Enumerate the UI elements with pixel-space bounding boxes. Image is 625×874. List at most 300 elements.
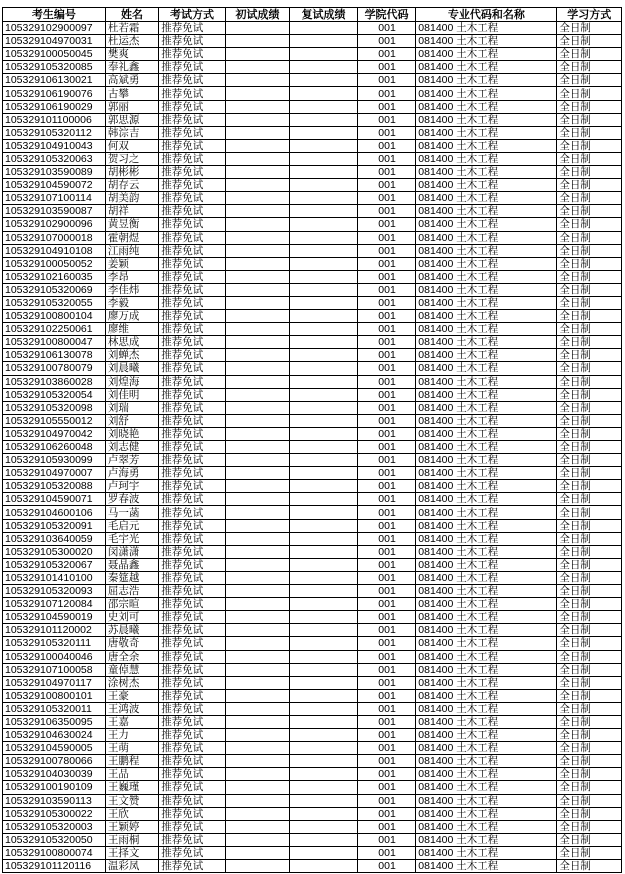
name-cell: 王嘉 (105, 715, 158, 728)
exam-method-cell: 推荐免试 (159, 192, 226, 205)
retest-score-cell (290, 270, 358, 283)
major-cell: 081400 土木工程 (416, 231, 557, 244)
name-cell: 霍朝煜 (105, 231, 158, 244)
table-row (3, 336, 622, 349)
retest-score-cell (290, 192, 358, 205)
exam-method-cell: 推荐免试 (159, 218, 226, 231)
name-cell: 屈志浩 (105, 585, 158, 598)
candidate-id-cell: 105329105320055 (3, 296, 106, 309)
exam-method-cell: 推荐免试 (159, 650, 226, 663)
retest-score-cell (290, 100, 358, 113)
table-row (3, 441, 622, 454)
initial-score-cell (225, 349, 290, 362)
table-row (3, 519, 622, 532)
table-row (3, 257, 622, 270)
name-cell: 刘晓艳 (105, 427, 158, 440)
table-row (3, 323, 622, 336)
college-code-cell: 001 (357, 22, 415, 35)
column-header-7: 学习方式 (557, 8, 622, 22)
table-row (3, 87, 622, 100)
candidate-id-cell: 105329106350095 (3, 715, 106, 728)
study-mode-cell: 全日制 (557, 755, 622, 768)
exam-method-cell: 推荐免试 (159, 22, 226, 35)
exam-method-cell: 推荐免试 (159, 742, 226, 755)
college-code-cell: 001 (357, 441, 415, 454)
table-row (3, 846, 622, 859)
retest-score-cell (290, 139, 358, 152)
name-cell: 江雨纯 (105, 244, 158, 257)
candidate-id-cell: 105329102900097 (3, 22, 106, 35)
exam-method-cell: 推荐免试 (159, 100, 226, 113)
major-cell: 081400 土木工程 (416, 192, 557, 205)
exam-method-cell: 推荐免试 (159, 467, 226, 480)
initial-score-cell (225, 427, 290, 440)
name-cell: 王鸿波 (105, 702, 158, 715)
major-cell: 081400 土木工程 (416, 781, 557, 794)
college-code-cell: 001 (357, 860, 415, 873)
initial-score-cell (225, 676, 290, 689)
college-code-cell: 001 (357, 296, 415, 309)
name-cell: 马一菡 (105, 506, 158, 519)
retest-score-cell (290, 22, 358, 35)
college-code-cell: 001 (357, 139, 415, 152)
initial-score-cell (225, 545, 290, 558)
initial-score-cell (225, 270, 290, 283)
table-row (3, 244, 622, 257)
study-mode-cell: 全日制 (557, 781, 622, 794)
college-code-cell: 001 (357, 598, 415, 611)
name-cell: 胡存云 (105, 179, 158, 192)
initial-score-cell (225, 493, 290, 506)
college-code-cell: 001 (357, 637, 415, 650)
name-cell: 黄昱衡 (105, 218, 158, 231)
retest-score-cell (290, 676, 358, 689)
candidate-id-cell: 105329107100114 (3, 192, 106, 205)
candidate-id-cell: 105329104970007 (3, 467, 106, 480)
major-cell: 081400 土木工程 (416, 558, 557, 571)
exam-method-cell: 推荐免试 (159, 480, 226, 493)
major-cell: 081400 土木工程 (416, 48, 557, 61)
initial-score-cell (225, 152, 290, 165)
college-code-cell: 001 (357, 100, 415, 113)
candidate-id-cell: 105329105320093 (3, 585, 106, 598)
initial-score-cell (225, 139, 290, 152)
study-mode-cell: 全日制 (557, 702, 622, 715)
study-mode-cell: 全日制 (557, 166, 622, 179)
name-cell: 秦筵越 (105, 571, 158, 584)
name-cell: 刘蝉杰 (105, 349, 158, 362)
retest-score-cell (290, 152, 358, 165)
exam-method-cell: 推荐免试 (159, 310, 226, 323)
candidate-id-cell: 105329105300022 (3, 807, 106, 820)
major-cell: 081400 土木工程 (416, 152, 557, 165)
candidate-id-cell: 105329106190076 (3, 87, 106, 100)
retest-score-cell (290, 742, 358, 755)
study-mode-cell: 全日制 (557, 349, 622, 362)
table-row (3, 61, 622, 74)
study-mode-cell: 全日制 (557, 480, 622, 493)
candidate-id-cell: 105329100190109 (3, 781, 106, 794)
exam-method-cell: 推荐免试 (159, 545, 226, 558)
table-row (3, 74, 622, 87)
table-row (3, 467, 622, 480)
candidate-id-cell: 105329103590113 (3, 794, 106, 807)
name-cell: 杜若霜 (105, 22, 158, 35)
retest-score-cell (290, 323, 358, 336)
college-code-cell: 001 (357, 310, 415, 323)
exam-method-cell: 推荐免试 (159, 270, 226, 283)
college-code-cell: 001 (357, 349, 415, 362)
college-code-cell: 001 (357, 506, 415, 519)
college-code-cell: 001 (357, 401, 415, 414)
candidate-id-cell: 105329105320112 (3, 126, 106, 139)
college-code-cell: 001 (357, 689, 415, 702)
initial-score-cell (225, 166, 290, 179)
college-code-cell: 001 (357, 87, 415, 100)
study-mode-cell: 全日制 (557, 650, 622, 663)
initial-score-cell (225, 637, 290, 650)
initial-score-cell (225, 244, 290, 257)
exam-method-cell: 推荐免试 (159, 179, 226, 192)
name-cell: 廖万成 (105, 310, 158, 323)
study-mode-cell: 全日制 (557, 545, 622, 558)
study-mode-cell: 全日制 (557, 270, 622, 283)
retest-score-cell (290, 571, 358, 584)
name-cell: 廖维 (105, 323, 158, 336)
candidate-id-cell: 105329104590019 (3, 611, 106, 624)
exam-method-cell: 推荐免试 (159, 113, 226, 126)
initial-score-cell (225, 532, 290, 545)
major-cell: 081400 土木工程 (416, 336, 557, 349)
table-row (3, 585, 622, 598)
candidate-id-cell: 105329105320088 (3, 480, 106, 493)
exam-method-cell: 推荐免试 (159, 349, 226, 362)
initial-score-cell (225, 794, 290, 807)
initial-score-cell (225, 598, 290, 611)
candidate-id-cell: 105329105320091 (3, 519, 106, 532)
table-row (3, 860, 622, 873)
college-code-cell: 001 (357, 218, 415, 231)
major-cell: 081400 土木工程 (416, 807, 557, 820)
initial-score-cell (225, 807, 290, 820)
major-cell: 081400 土木工程 (416, 244, 557, 257)
retest-score-cell (290, 35, 358, 48)
major-cell: 081400 土木工程 (416, 100, 557, 113)
initial-score-cell (225, 558, 290, 571)
exam-method-cell: 推荐免试 (159, 401, 226, 414)
study-mode-cell: 全日制 (557, 152, 622, 165)
exam-method-cell: 推荐免试 (159, 336, 226, 349)
name-cell: 刘舒 (105, 414, 158, 427)
retest-score-cell (290, 388, 358, 401)
name-cell: 李昂 (105, 270, 158, 283)
study-mode-cell: 全日制 (557, 532, 622, 545)
study-mode-cell: 全日制 (557, 506, 622, 519)
exam-method-cell: 推荐免试 (159, 152, 226, 165)
study-mode-cell: 全日制 (557, 846, 622, 859)
college-code-cell: 001 (357, 493, 415, 506)
name-cell: 樊爽 (105, 48, 158, 61)
major-cell: 081400 土木工程 (416, 611, 557, 624)
initial-score-cell (225, 689, 290, 702)
candidate-id-cell: 105329103590089 (3, 166, 106, 179)
candidate-id-cell: 105329105320054 (3, 388, 106, 401)
study-mode-cell: 全日制 (557, 375, 622, 388)
table-row (3, 663, 622, 676)
table-row (3, 388, 622, 401)
table-row (3, 558, 622, 571)
table-row (3, 611, 622, 624)
college-code-cell: 001 (357, 74, 415, 87)
study-mode-cell: 全日制 (557, 441, 622, 454)
initial-score-cell (225, 218, 290, 231)
table-row (3, 794, 622, 807)
college-code-cell: 001 (357, 715, 415, 728)
exam-method-cell: 推荐免试 (159, 231, 226, 244)
candidate-id-cell: 105329105320063 (3, 152, 106, 165)
candidate-id-cell: 105329100050052 (3, 257, 106, 270)
study-mode-cell: 全日制 (557, 519, 622, 532)
major-cell: 081400 土木工程 (416, 715, 557, 728)
college-code-cell: 001 (357, 624, 415, 637)
major-cell: 081400 土木工程 (416, 729, 557, 742)
retest-score-cell (290, 702, 358, 715)
initial-score-cell (225, 100, 290, 113)
study-mode-cell: 全日制 (557, 48, 622, 61)
retest-score-cell (290, 179, 358, 192)
name-cell: 刘志健 (105, 441, 158, 454)
table-row (3, 807, 622, 820)
major-cell: 081400 土木工程 (416, 323, 557, 336)
initial-score-cell (225, 729, 290, 742)
name-cell: 胡美韵 (105, 192, 158, 205)
table-row (3, 152, 622, 165)
table-row (3, 820, 622, 833)
name-cell: 唐全余 (105, 650, 158, 663)
college-code-cell: 001 (357, 113, 415, 126)
candidate-id-cell: 105329105320011 (3, 702, 106, 715)
exam-method-cell: 推荐免试 (159, 663, 226, 676)
initial-score-cell (225, 833, 290, 846)
exam-method-cell: 推荐免试 (159, 558, 226, 571)
name-cell: 唐敬奇 (105, 637, 158, 650)
college-code-cell: 001 (357, 166, 415, 179)
name-cell: 郭丽 (105, 100, 158, 113)
study-mode-cell: 全日制 (557, 35, 622, 48)
name-cell: 苏晨曦 (105, 624, 158, 637)
table-row (3, 166, 622, 179)
college-code-cell: 001 (357, 820, 415, 833)
initial-score-cell (225, 61, 290, 74)
exam-method-cell: 推荐免试 (159, 205, 226, 218)
retest-score-cell (290, 493, 358, 506)
initial-score-cell (225, 205, 290, 218)
name-cell: 李毅 (105, 296, 158, 309)
retest-score-cell (290, 585, 358, 598)
study-mode-cell: 全日制 (557, 467, 622, 480)
major-cell: 081400 土木工程 (416, 598, 557, 611)
study-mode-cell: 全日制 (557, 598, 622, 611)
table-row (3, 480, 622, 493)
name-cell: 王颖婷 (105, 820, 158, 833)
exam-method-cell: 推荐免试 (159, 454, 226, 467)
retest-score-cell (290, 244, 358, 257)
major-cell: 081400 土木工程 (416, 650, 557, 663)
table-row (3, 742, 622, 755)
exam-method-cell: 推荐免试 (159, 571, 226, 584)
table-row (3, 702, 622, 715)
exam-method-cell: 推荐免试 (159, 244, 226, 257)
table-row (3, 571, 622, 584)
major-cell: 081400 土木工程 (416, 480, 557, 493)
initial-score-cell (225, 611, 290, 624)
major-cell: 081400 土木工程 (416, 742, 557, 755)
study-mode-cell: 全日制 (557, 571, 622, 584)
retest-score-cell (290, 624, 358, 637)
table-row (3, 715, 622, 728)
name-cell: 王萌 (105, 742, 158, 755)
initial-score-cell (225, 650, 290, 663)
exam-method-cell: 推荐免试 (159, 820, 226, 833)
candidate-id-cell: 105329101120116 (3, 860, 106, 873)
major-cell: 081400 土木工程 (416, 846, 557, 859)
initial-score-cell (225, 768, 290, 781)
retest-score-cell (290, 61, 358, 74)
initial-score-cell (225, 113, 290, 126)
college-code-cell: 001 (357, 467, 415, 480)
major-cell: 081400 土木工程 (416, 283, 557, 296)
college-code-cell: 001 (357, 205, 415, 218)
retest-score-cell (290, 166, 358, 179)
table-row (3, 283, 622, 296)
study-mode-cell: 全日制 (557, 689, 622, 702)
college-code-cell: 001 (357, 48, 415, 61)
initial-score-cell (225, 506, 290, 519)
study-mode-cell: 全日制 (557, 807, 622, 820)
college-code-cell: 001 (357, 807, 415, 820)
column-header-6: 专业代码和名称 (416, 8, 557, 22)
major-cell: 081400 土木工程 (416, 663, 557, 676)
major-cell: 081400 土木工程 (416, 519, 557, 532)
name-cell: 刘煌海 (105, 375, 158, 388)
initial-score-cell (225, 283, 290, 296)
candidate-id-cell: 105329105320050 (3, 833, 106, 846)
major-cell: 081400 土木工程 (416, 35, 557, 48)
major-cell: 081400 土木工程 (416, 205, 557, 218)
retest-score-cell (290, 650, 358, 663)
college-code-cell: 001 (357, 755, 415, 768)
name-cell: 涂树杰 (105, 676, 158, 689)
name-cell: 林思成 (105, 336, 158, 349)
college-code-cell: 001 (357, 794, 415, 807)
retest-score-cell (290, 218, 358, 231)
candidate-id-cell: 105329101100006 (3, 113, 106, 126)
initial-score-cell (225, 454, 290, 467)
name-cell: 贺习之 (105, 152, 158, 165)
college-code-cell: 001 (357, 571, 415, 584)
retest-score-cell (290, 310, 358, 323)
retest-score-cell (290, 598, 358, 611)
college-code-cell: 001 (357, 152, 415, 165)
study-mode-cell: 全日制 (557, 820, 622, 833)
college-code-cell: 001 (357, 283, 415, 296)
name-cell: 王雨桐 (105, 833, 158, 846)
table-row (3, 375, 622, 388)
study-mode-cell: 全日制 (557, 323, 622, 336)
table-row (3, 427, 622, 440)
retest-score-cell (290, 414, 358, 427)
name-cell: 王力 (105, 729, 158, 742)
college-code-cell: 001 (357, 323, 415, 336)
exam-method-cell: 推荐免试 (159, 519, 226, 532)
initial-score-cell (225, 375, 290, 388)
candidate-id-cell: 105329102900096 (3, 218, 106, 231)
table-row (3, 833, 622, 846)
retest-score-cell (290, 558, 358, 571)
candidate-id-cell: 105329104910108 (3, 244, 106, 257)
exam-method-cell: 推荐免试 (159, 794, 226, 807)
candidate-id-cell: 105329106130078 (3, 349, 106, 362)
name-cell: 毛启元 (105, 519, 158, 532)
candidate-id-cell: 105329104590072 (3, 179, 106, 192)
study-mode-cell: 全日制 (557, 336, 622, 349)
candidate-id-cell: 105329103590087 (3, 205, 106, 218)
initial-score-cell (225, 388, 290, 401)
initial-score-cell (225, 441, 290, 454)
name-cell: 罗春波 (105, 493, 158, 506)
retest-score-cell (290, 506, 358, 519)
exam-method-cell: 推荐免试 (159, 139, 226, 152)
initial-score-cell (225, 571, 290, 584)
name-cell: 毛宇光 (105, 532, 158, 545)
exam-method-cell: 推荐免试 (159, 715, 226, 728)
study-mode-cell: 全日制 (557, 401, 622, 414)
retest-score-cell (290, 820, 358, 833)
major-cell: 081400 土木工程 (416, 768, 557, 781)
study-mode-cell: 全日制 (557, 283, 622, 296)
table-row (3, 755, 622, 768)
name-cell: 温彩凤 (105, 860, 158, 873)
college-code-cell: 001 (357, 519, 415, 532)
name-cell: 童倬慧 (105, 663, 158, 676)
initial-score-cell (225, 467, 290, 480)
study-mode-cell: 全日制 (557, 715, 622, 728)
major-cell: 081400 土木工程 (416, 860, 557, 873)
retest-score-cell (290, 427, 358, 440)
candidate-id-cell: 105329105320069 (3, 283, 106, 296)
candidate-id-cell: 105329104600106 (3, 506, 106, 519)
major-cell: 081400 土木工程 (416, 401, 557, 414)
candidate-id-cell: 105329100800074 (3, 846, 106, 859)
candidate-id-cell: 105329105320098 (3, 401, 106, 414)
table-row (3, 100, 622, 113)
exam-method-cell: 推荐免试 (159, 768, 226, 781)
retest-score-cell (290, 113, 358, 126)
major-cell: 081400 土木工程 (416, 427, 557, 440)
table-row (3, 532, 622, 545)
table-row (3, 139, 622, 152)
name-cell: 王鹏程 (105, 755, 158, 768)
table-row (3, 296, 622, 309)
exam-method-cell: 推荐免试 (159, 532, 226, 545)
name-cell: 卢珂宇 (105, 480, 158, 493)
candidate-id-cell: 105329104630024 (3, 729, 106, 742)
major-cell: 081400 土木工程 (416, 257, 557, 270)
college-code-cell: 001 (357, 480, 415, 493)
table-row (3, 676, 622, 689)
initial-score-cell (225, 87, 290, 100)
table-header-row (3, 8, 622, 22)
